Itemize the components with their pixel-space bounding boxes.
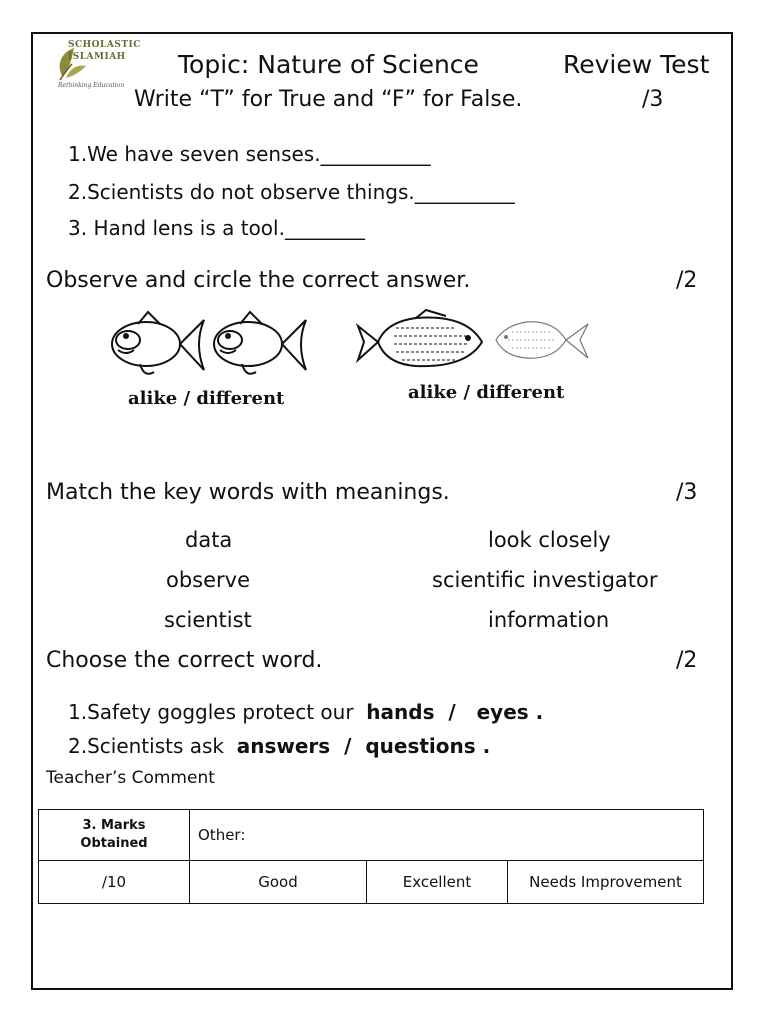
other-comment-cell: Other: (190, 810, 704, 861)
section3-instruction: Match the key words with meanings. (46, 480, 450, 505)
marks-label-line-1: 3. Marks (82, 818, 146, 833)
meaning-scientific-investigator: scientific investigator (432, 568, 658, 592)
marks-table (38, 809, 704, 904)
choose-question-1-choices: hands / eyes . (366, 700, 544, 724)
fish-illustration-4 (490, 312, 590, 368)
section3-score: /3 (676, 480, 698, 505)
choose-question-2-text: 2.Scientists ask (68, 734, 225, 758)
school-logo (52, 38, 141, 94)
key-word-scientist: scientist (164, 608, 252, 632)
section4-instruction: Choose the correct word. (46, 648, 323, 673)
section2-instruction: Observe and circle the correct answer. (46, 268, 471, 293)
teacher-comment-label: Teacher’s Comment (46, 768, 215, 788)
tf-question-1: 1.We have seven senses.___________ (68, 142, 431, 166)
rating-excellent: Excellent (367, 861, 508, 904)
logo-line-1: SCHOLASTIC (68, 40, 141, 50)
review-test-label: Review Test (563, 50, 710, 79)
caption-left: alike / different (128, 388, 285, 409)
logo-line-2: ISLAMIAH (68, 52, 126, 62)
meaning-information: information (488, 608, 610, 632)
total-marks-cell: /10 (39, 861, 190, 904)
choose-question-1 (68, 700, 543, 724)
choose-question-2-choices: answers / questions . (236, 734, 491, 758)
key-word-observe: observe (166, 568, 251, 592)
rating-needs-improvement: Needs Improvement (508, 861, 704, 904)
section2-score: /2 (676, 268, 698, 293)
fish-illustration-3 (356, 308, 490, 374)
choose-question-2 (68, 734, 490, 758)
tf-question-3: 3. Hand lens is a tool.________ (68, 216, 365, 240)
meaning-look-closely: look closely (488, 528, 611, 552)
tf-question-2: 2.Scientists do not observe things.__________ (68, 180, 515, 204)
marks-obtained-cell (39, 810, 190, 861)
fish-illustration-1 (108, 306, 208, 382)
rating-good: Good (190, 861, 367, 904)
marks-label-line-2: Obtained (80, 836, 148, 851)
logo-tagline: Rethinking Education (58, 82, 125, 89)
section4-score: /2 (676, 648, 698, 673)
caption-right: alike / different (408, 382, 565, 403)
section1-score: /3 (642, 87, 664, 112)
key-word-data: data (185, 528, 233, 552)
fish-illustration-2 (210, 306, 310, 382)
choose-question-1-text: 1.Safety goggles protect our (68, 700, 354, 724)
section1-instruction: Write “T” for True and “F” for False. (134, 87, 523, 112)
topic-title: Topic: Nature of Science (178, 50, 479, 79)
